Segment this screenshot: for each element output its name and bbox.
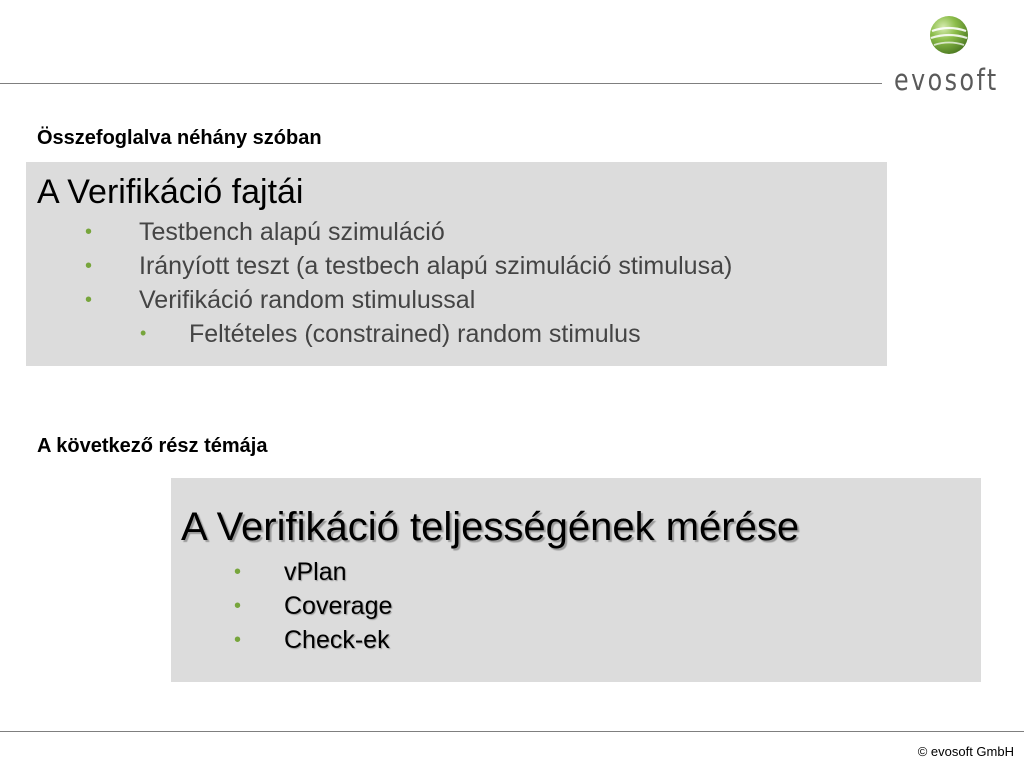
bullet-icon: • [85, 289, 93, 311]
bullet-icon: • [234, 595, 242, 617]
list-item [26, 220, 732, 254]
bullet-icon: • [234, 561, 242, 583]
list-item-label: Check-ek [284, 626, 390, 654]
section-heading-next-topic: A következő rész témája [37, 435, 268, 457]
bullet-icon: • [234, 629, 242, 651]
list-item [171, 560, 392, 594]
header-divider [0, 83, 882, 84]
logo-wordmark: evosoft [894, 63, 999, 97]
list-item-sub [26, 322, 732, 356]
list-item [171, 628, 392, 662]
next-topic-box [171, 478, 981, 682]
list-item-label: Testbench alapú szimuláció [139, 218, 445, 246]
list-item-label: Coverage [284, 592, 393, 620]
summary-box-title: A Verifikáció fajtái [37, 173, 304, 211]
list-item [171, 594, 392, 628]
bullet-icon: • [85, 255, 93, 277]
next-topic-box-title: A Verifikáció teljességének mérése [181, 505, 800, 549]
section-heading-summary: Összefoglalva néhány szóban [37, 127, 322, 149]
bullet-icon: • [85, 221, 93, 243]
next-topic-bullet-list [171, 560, 392, 662]
globe-icon [928, 14, 972, 56]
bullet-icon: • [140, 323, 147, 343]
footer-divider [0, 731, 1024, 732]
list-item [26, 254, 732, 288]
summary-bullet-list [26, 220, 732, 356]
list-item [26, 288, 732, 322]
list-item-label: Irányíott teszt (a testbech alapú szimuláció stimulusa) [139, 252, 733, 280]
footer-copyright: © evosoft GmbH [917, 744, 1014, 759]
list-item-label: Feltételes (constrained) random stimulus [189, 320, 641, 348]
list-item-label: Verifikáció random stimulussal [139, 286, 476, 314]
evosoft-logo [888, 14, 1012, 97]
list-item-label: vPlan [284, 558, 347, 586]
summary-box [26, 162, 887, 366]
